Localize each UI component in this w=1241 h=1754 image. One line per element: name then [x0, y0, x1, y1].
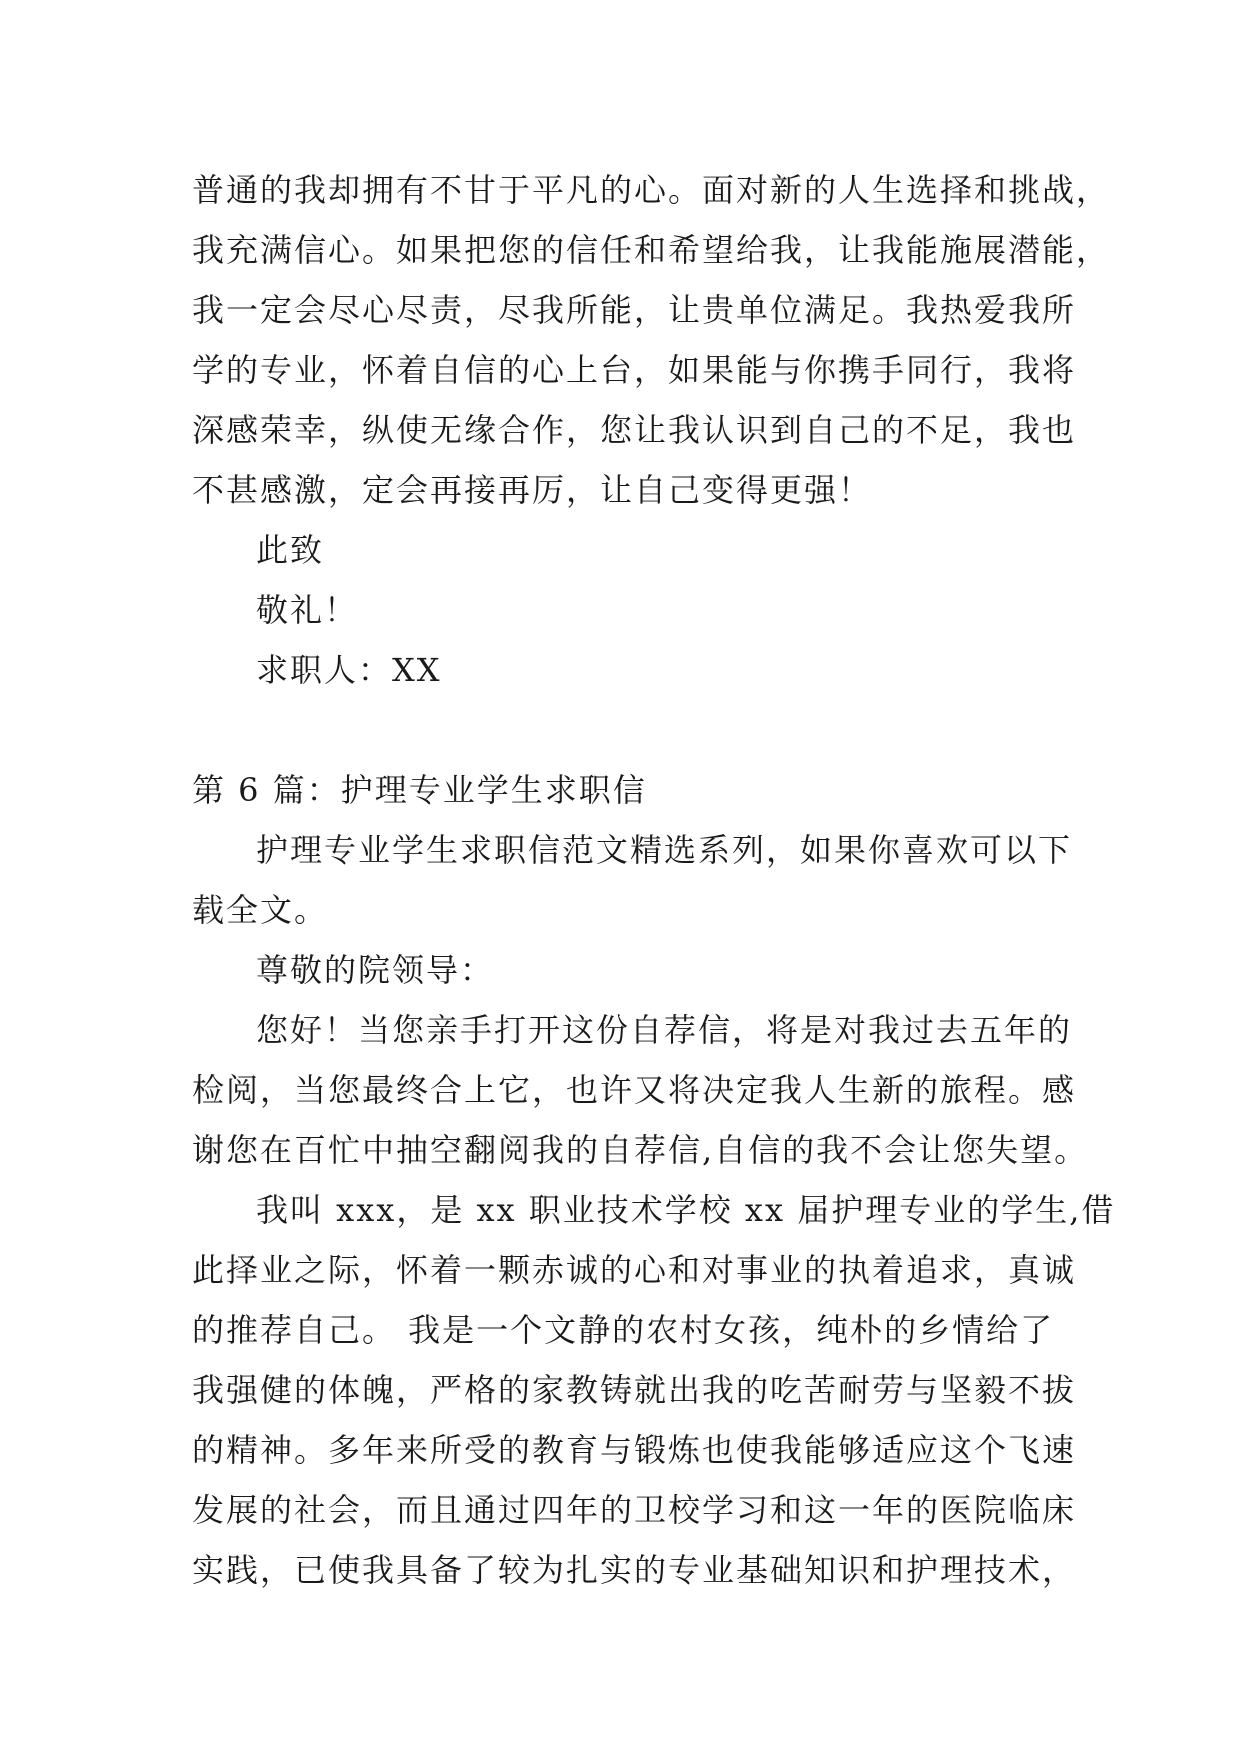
document-body — [192, 160, 1116, 1600]
closing-ci-zhi: 此致 — [256, 531, 325, 569]
paragraph-line: 的精神。多年来所受的教育与锻炼也使我能够适应这个飞速 — [192, 1431, 1077, 1469]
paragraph-line: 载全文。 — [192, 891, 329, 929]
paragraph-line: 护理专业学生求职信范文精选系列，如果你喜欢可以下 — [256, 831, 1073, 869]
paragraph-line: 我强健的体魄，严格的家教铸就出我的吃苦耐劳与坚毅不拔 — [192, 1371, 1077, 1409]
paragraph-line: 深感荣幸，纵使无缘合作，您让我认识到自己的不足，我也 — [192, 411, 1077, 449]
section-title: 第 6 篇：护理专业学生求职信 — [192, 771, 647, 809]
paragraph-line: 实践，已使我具备了较为扎实的专业基础知识和护理技术， — [192, 1551, 1077, 1589]
paragraph-line: 发展的社会，而且通过四年的卫校学习和这一年的医院临床 — [192, 1491, 1077, 1529]
paragraph-line: 学的专业，怀着自信的心上台，如果能与你携手同行，我将 — [192, 351, 1077, 389]
paragraph-line: 的推荐自己。 我是一个文静的农村女孩，纯朴的乡情给了 — [192, 1311, 1055, 1349]
paragraph-line: 检阅，当您最终合上它，也许又将决定我人生新的旅程。感 — [192, 1071, 1077, 1109]
paragraph-line: 我充满信心。如果把您的信任和希望给我，让我能施展潜能， — [192, 231, 1111, 269]
closing-jing-li: 敬礼！ — [256, 591, 359, 629]
paragraph-line: 我叫 xxx，是 xx 职业技术学校 xx 届护理专业的学生,借 — [256, 1191, 1116, 1229]
paragraph-line: 我一定会尽心尽责，尽我所能，让贵单位满足。我热爱我所 — [192, 291, 1077, 329]
salutation: 尊敬的院领导： — [256, 951, 495, 989]
paragraph-line: 不甚感激，定会再接再厉，让自己变得更强！ — [192, 471, 873, 509]
paragraph-line: 谢您在百忙中抽空翻阅我的自荐信,自信的我不会让您失望。 — [192, 1131, 1089, 1169]
closing-signer: 求职人：XX — [256, 651, 442, 689]
paragraph-line: 普通的我却拥有不甘于平凡的心。面对新的人生选择和挑战， — [192, 171, 1111, 209]
section-gap — [192, 700, 1092, 760]
paragraph-line: 此择业之际，怀着一颗赤诚的心和对事业的执着追求，真诚 — [192, 1251, 1077, 1289]
paragraph-line: 您好！当您亲手打开这份自荐信，将是对我过去五年的 — [256, 1011, 1073, 1049]
